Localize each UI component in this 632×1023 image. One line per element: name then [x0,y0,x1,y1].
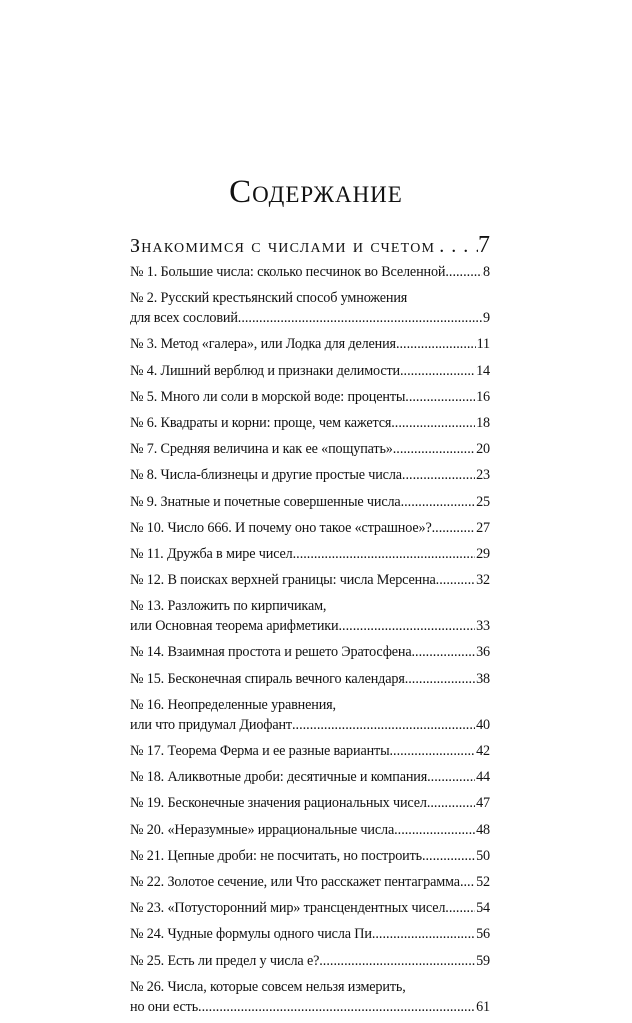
toc-entry-text: № 23. «Потусторонний мир» трансцендентных чисел [130,900,446,917]
dot-leader [389,741,475,761]
toc-entry[interactable] [130,924,490,950]
toc-entry[interactable] [130,846,490,872]
dot-leader [401,492,476,512]
toc-entry[interactable] [130,334,490,360]
toc-entry-line [130,492,490,512]
toc-entry-text: № 16. Неопределенные уравнения, [130,696,336,713]
toc-page-number: 29 [476,545,490,562]
toc-entry-text: № 3. Метод «галера», или Лодка для деления [130,336,396,353]
dot-leader [339,616,476,636]
toc-page-number: 44 [476,769,490,786]
toc-page-number: 48 [476,821,490,838]
toc-entry-line [130,465,490,485]
toc-entry-line [130,616,490,636]
toc-entry-text: № 17. Теорема Ферма и ее разные варианты [130,743,390,759]
dot-leader [436,570,475,590]
toc-entry-line [130,544,490,564]
toc-entry-line [130,715,490,735]
toc-entry-text: № 1. Большие числа: сколько песчинок во Вселенной [130,264,446,280]
toc-entry-line [130,820,490,840]
dot-leader [411,642,475,662]
toc-entry-text: № 22. Золотое сечение, или Что расскажет пентаграмма [130,873,460,890]
toc-entry-line [130,741,490,761]
toc-page-number: 18 [476,414,490,431]
page-title: Содержание [229,174,403,210]
toc-entry-text: № 13. Разложить по кирпичикам, [130,598,327,615]
toc-entry-line [130,596,490,616]
toc-page-number: 16 [476,388,490,405]
toc-entry-text: или что придумал Диофант [130,716,292,733]
toc-entry-text: № 6. Квадраты и корни: проще, чем кажется [130,414,392,431]
toc-entry[interactable] [130,596,490,642]
dot-leader [400,361,475,381]
dot-leader [372,924,475,944]
dot-leader [460,872,475,892]
dot-leader [445,262,482,282]
toc-page-number: 59 [476,952,490,969]
toc-entry-text: № 9. Знатные и почетные совершенные числа [130,493,401,510]
toc-entry-line [130,642,490,662]
toc-entry[interactable] [130,820,490,846]
dot-leader [293,544,476,564]
toc-entry[interactable] [130,951,490,977]
toc-page-number: 20 [476,441,490,458]
toc-entry-text: № 4. Лишний верблюд и признаки делимости [130,362,400,379]
toc-entry-text: № 20. «Неразумные» иррациональные числа [130,821,395,838]
toc-entry-line [130,288,490,308]
section-heading-label: Знакомимся с числами и счетом [130,235,436,257]
toc-entry-text: № 14. Взаимная простота и решето Эратосфена [130,644,412,661]
toc-entry-text: № 7. Средняя величина и как ее «пощупать» [130,441,393,458]
dot-leader [435,235,478,258]
dot-leader [394,820,475,840]
toc-entry-line [130,767,490,787]
toc-entry-line [130,872,490,892]
toc-entry[interactable] [130,361,490,387]
toc-entry-text: № 10. Число 666. И почему оно такое «страшное»? [130,519,432,536]
dot-leader [432,518,476,538]
toc-entry-line [130,570,490,590]
toc-page-number: 32 [476,572,490,589]
toc-entry-text: № 12. В поисках верхней границы: числа Мерсенна [130,572,436,589]
toc-entry-line [130,518,490,538]
toc-entry[interactable] [130,669,490,695]
toc-entry-line [130,898,490,918]
toc-entry-line [130,951,490,971]
toc-entry[interactable] [130,262,490,288]
toc-entry[interactable] [130,793,490,819]
toc-entry[interactable] [130,387,490,413]
toc-entry[interactable] [130,492,490,518]
toc-entry-text: № 19. Бесконечные значения рациональных чисел [130,795,427,812]
toc-page-number: 42 [476,743,490,759]
toc-entry-text: № 15. Бесконечная спираль вечного календаря [130,670,405,687]
toc-entry-line [130,262,490,282]
toc-entry-text: № 8. Числа-близнецы и другие простые числа [130,467,402,484]
toc-entry-text: № 24. Чудные формулы одного числа Пи [130,926,372,943]
dot-leader [427,767,475,787]
toc-entry-text: № 26. Числа, которые совсем нельзя измерить, [130,978,406,995]
toc-page-number: 61 [476,998,490,1015]
toc-entry-text: но они есть [130,998,199,1015]
toc-entry-text: № 11. Дружба в мире чисел [130,545,293,562]
toc-entry[interactable] [130,465,490,491]
toc-entry[interactable] [130,872,490,898]
toc-entry-line [130,413,490,433]
toc-entry-text: № 18. Аликвотные дроби: десятичные и компания [130,769,428,786]
dot-leader [319,951,475,971]
toc-page-number: 33 [476,618,490,635]
toc-entry[interactable] [130,288,490,334]
toc-page-number: 47 [476,795,490,812]
toc-entry-line [130,669,490,689]
toc-page-number: 23 [476,467,490,484]
toc-entry-line [130,977,490,997]
toc-entry-line [130,695,490,715]
toc-page-number: 50 [476,847,490,864]
toc-page-number: 36 [476,644,490,661]
toc-entry-line [130,308,490,328]
toc-entry[interactable] [130,695,490,741]
toc-page-number: 38 [476,670,490,687]
toc-page-number: 9 [483,310,490,327]
toc-entry-line [130,387,490,407]
toc-entry-line [130,361,490,381]
toc-entry[interactable] [130,767,490,793]
toc-page-number: 40 [476,716,490,733]
toc-entry-text: № 5. Много ли соли в морской воде: проценты [130,388,406,405]
toc-entry[interactable] [130,570,490,596]
table-of-contents [130,232,490,1023]
dot-leader [422,846,475,866]
dot-leader [405,669,475,689]
toc-entry[interactable] [130,741,490,767]
section-heading[interactable] [130,232,490,262]
dot-leader [405,387,475,407]
toc-entry[interactable] [130,898,490,924]
dot-leader [427,793,475,813]
section-page-number: 7 [478,232,490,258]
dot-leader [396,334,476,354]
toc-entry-line [130,924,490,944]
toc-entry[interactable] [130,413,490,439]
toc-entry[interactable] [130,642,490,668]
toc-page-number: 54 [476,900,490,917]
dot-leader [292,715,475,735]
toc-entry-text: № 21. Цепные дроби: не посчитать, но построить [130,847,422,864]
toc-page-number: 52 [476,873,490,890]
toc-entry-line [130,793,490,813]
dot-leader [393,439,475,459]
toc-page-number: 25 [476,493,490,510]
toc-page-number: 14 [476,362,490,379]
toc-entry[interactable] [130,518,490,544]
toc-entry-text: или Основная теорема арифметики [130,618,339,635]
dot-leader [402,465,475,485]
toc-entry-text: № 25. Есть ли предел у числа е? [130,952,320,969]
toc-page-number: 8 [483,264,490,280]
toc-page-number: 27 [476,519,490,536]
toc-entry[interactable] [130,544,490,570]
toc-entry-line [130,439,490,459]
toc-page-number: 11 [476,336,490,353]
toc-entry-line [130,846,490,866]
toc-entry-text: № 2. Русский крестьянский способ умножения [130,290,408,307]
toc-entry-line [130,334,490,354]
toc-page-number: 56 [476,926,490,943]
toc-entry[interactable] [130,439,490,465]
dot-leader [391,413,475,433]
dot-leader [238,308,482,328]
dot-leader [445,898,475,918]
toc-entry-text: для всех сословий [130,310,238,327]
